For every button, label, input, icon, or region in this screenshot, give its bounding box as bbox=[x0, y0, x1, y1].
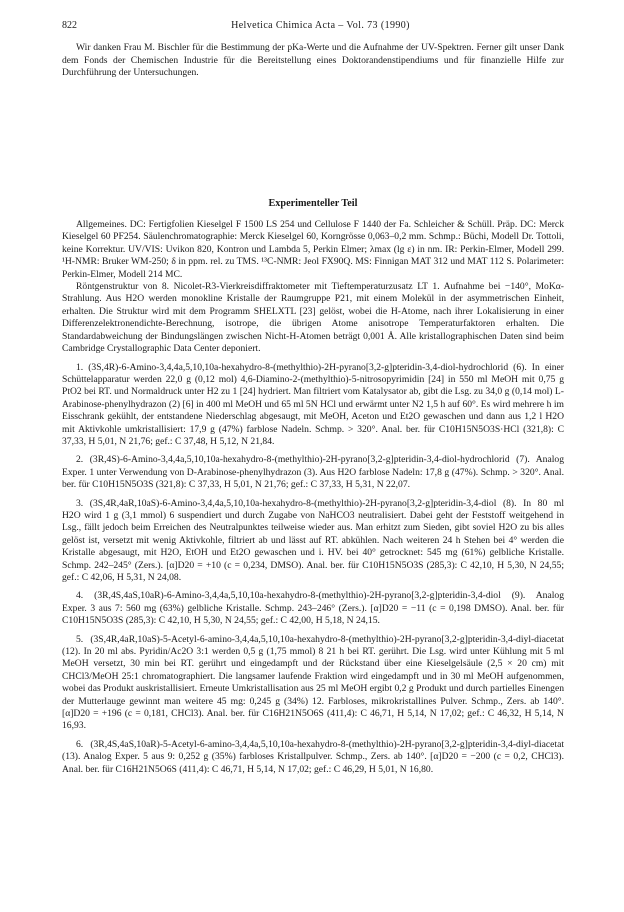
experiment-6: 6. (3R,4S,4aS,10aR)-5-Acetyl-6-amino-3,4,4a,5,10,10a-hexahydro-8-(methylthio)-2H-pyrano[3,2-g]pteridin-3,4-diyl-diacetat (13). Analog Exper. 5 aus 9: 0,252 g (35%) farbloses Kristallpulver. Schmp., Zers. ab 140°. [α]D20 = −200 (c = 0,2, CHCl3). Anal. ber. für C16H21N5O6S (411,4): C 46,71, H 5,14, N 17,02; gef.: C 46,29, H 5,01, N 16,80. bbox=[62, 738, 564, 775]
experiment-1: 1. (3S,4R)-6-Amino-3,4,4a,5,10,10a-hexahydro-8-(methylthio)-2H-pyrano[3,2-g]pteridin-3,4-diol-hydrochlorid (6). In einer Schüttelapparatur werden 22,0 g (0,12 mol) 4,6-Diamino-2-(methylthio)-5-nitrosopyrimidin [24] in 550 ml MeOH mit 0,75 g PtO2 bei RT. und Normaldruck unter H2 zu 1 [24] hydriert. Man filtriert vom Katalysator ab, gibt die Lsg. zu 34,0 g (0,14 mol) L-Arabinose-phenylhydrazon (2) [6] in 400 ml MeOH und 65 ml 5N HCl und erwärmt unter N2 1,5 h auf 60°. Es wird mehrere h im Eisschrank gekühlt, der entstandene Niederschlag abgesaugt, mit MeOH, Aceton und Et2O gewaschen und dann aus 1,2 l H2O mit Aktivkohle umkristallisiert: 17,9 g (47%) farblose Nadeln. Schmp. > 320°. Anal. ber. für C10H15N5O3S·HCl (321,8): C 37,33, H 5,01, N 21,76; gef.: C 37,48, H 5,12, N 21,84. bbox=[62, 361, 564, 447]
paper-page bbox=[62, 20, 564, 782]
page-number: 822 bbox=[62, 20, 77, 31]
xray-structure: Röntgenstruktur von 8. Nicolet-R3-Vierkreisdiffraktometer mit Tieftemperaturzusatz LT 1. Aufnahme bei −140°, MoKα-Strahlung. Aus H2O werden monokline Kristalle der Raumgruppe P21, mit einem Molekül in der asymmetrischen Einheit, erhalten. Die Struktur wird mit dem Programm SHELXTL [23] gelöst, wobei die H-Atome, nach ihrer Lokalisierung in einer Differenzelektronendichte-Berechnung, isotrope, die übrigen Atome anisotrope Temperaturfaktoren erhalten. Die Standardabweichung der Bindungslängen zwischen Nicht-H-Atomen beträgt 0,001 Å. Alle kristallographischen Daten sind beim Cambridge Crystallographic Data Center deponiert. bbox=[62, 281, 564, 355]
section-title: Experimenteller Teil bbox=[268, 197, 358, 209]
experiment-2: 2. (3R,4S)-6-Amino-3,4,4a,5,10,10a-hexahydro-8-(methylthio)-2H-pyrano[3,2-g]pteridin-3,4-diol-hydrochlorid (7). Analog Exper. 1 unter Verwendung von D-Arabinose-phenylhydrazon (3). Aus H2O farblose Nadeln: 17,8 g (47%). Schmp. > 320°. Anal. ber. für C10H15N5O3S (321,8): C 37,33, H 5,01, N 21,76; gef.: C 37,33, H 5,31, N 22,07. bbox=[62, 454, 564, 491]
experiment-3: 3. (3S,4R,4aR,10aS)-6-Amino-3,4,4a,5,10,10a-hexahydro-8-(methylthio)-2H-pyrano[3,2-g]pteridin-3,4-diol (8). In 80 ml H2O wird 1 g (3,1 mmol) 6 suspendiert und durch Zugabe von NaHCO3 neutralisiert. Dabei geht der Feststoff weitgehend in Lsg., fällt jedoch beim Erreichen des Neutralpunktes teilweise wieder aus. Man erhitzt zum Sieden, gibt soviel H2O zu bis alles gelöst ist, versetzt mit wenig Aktivkohle, filtriert ab und lässt auf RT. abkühlen. Nach weiteren 24 h Stehen bei 4° werden die Kristalle abgesaugt, mit H2O, EtOH und Et2O gewaschen und i. HV. bei 40° getrocknet: 545 mg (61%) gelbliche Kristalle. Schmp. 242–245° (Zers.). [α]D20 = +10 (c = 0,234, DMSO). Anal. ber. für C10H15N5O3S (285,3): C 42,10, H 5,30, N 24,55; gef.: C 42,06, H 5,31, N 24,08. bbox=[62, 497, 564, 583]
experiment-5: 5. (3S,4R,4aR,10aS)-5-Acetyl-6-amino-3,4,4a,5,10,10a-hexahydro-8-(methylthio)-2H-pyrano[3,2-g]pteridin-3,4-diyl-diacetat (12). In 20 ml abs. Pyridin/Ac2O 3:1 werden 0,5 g (1,75 mmol) 8 21 h bei RT. gerührt. Die Lsg. wird unter Kühlung mit 5 ml MeOH versetzt, 30 min bei RT. gerührt und eingedampft und der Rückstand über eine Kieselgelsäule (2,5 × 20 cm) mit CHCl3/MeOH 25:1 chromatographiert. Die langsamer laufende Fraktion wird eingedampft und in 30 ml MeOH aufgenommen, wobei das Produkt auskristallisiert. Erneute Umkristallisation aus 25 ml MeOH ergibt 0,2 g Produkt und durch partielles Einengen der Mutterlauge gewinnt man weitere 45 mg: 0,245 g (34%) 12. Farbloses, mikrokristallines Pulver. Schmp., Zers. ab 140°. [α]D20 = +196 (c = 0,181, CHCl3). Anal. ber. für C16H21N5O6S (411,4): C 46,71, H 5,14, N 17,02; gef.: C 46,32, H 5,14, N 16,93. bbox=[62, 633, 564, 732]
running-header bbox=[62, 20, 564, 32]
experiment-4: 4. (3R,4S,4aS,10aR)-6-Amino-3,4,4a,5,10,10a-hexahydro-8-(methylthio)-2H-pyrano[3,2-g]pteridin-3,4-diol (9). Analog Exper. 3 aus 7: 560 mg (63%) gelbliche Kristalle. Schmp. 243–246° (Zers.). [α]D20 = −11 (c = 0,198 DMSO). Anal. ber. für C10H15N5O3S (285,3): C 42,10, H 5,30, N 24,55; gef.: C 42,00, H 5,18, N 24,15. bbox=[62, 590, 564, 627]
journal-title: Helvetica Chimica Acta – Vol. 73 (1990) bbox=[231, 20, 410, 31]
acknowledgement: Wir danken Frau M. Bischler für die Bestimmung der pKa-Werte und die Aufnahme der UV-Spektren. Ferner gilt unser Dank dem Fonds der Chemischen Industrie für die Bereitstellung eines Doktorandenstipendiums und für finanzielle Hilfe zur Durchführung der Untersuchungen. bbox=[62, 42, 564, 79]
general-methods: Allgemeines. DC: Fertigfolien Kieselgel F 1500 LS 254 und Cellulose F 1440 der Fa. Schleicher & Schüll. Präp. DC: Merck Kieselgel 60 PF254. Säulenchromatographie: Merck Kieselgel 60, Korngrösse 0,063–0,2 mm. Schmp.: Büchi, Modell Dr. Tottoli, keine Korrektur. UV/VIS: Uvikon 820, Kontron und Lambda 5, Perkin Elmer; λmax (lg ε) in nm. IR: Perkin-Elmer, Modell 299. ¹H-NMR: Bruker WM-250; δ in ppm. rel. zu TMS. ¹³C-NMR: Jeol FX90Q. MS: Finnigan MAT 312 und MAT 112 S. Polarimeter: Perkin-Elmer, Modell 214 MC. bbox=[62, 219, 564, 280]
